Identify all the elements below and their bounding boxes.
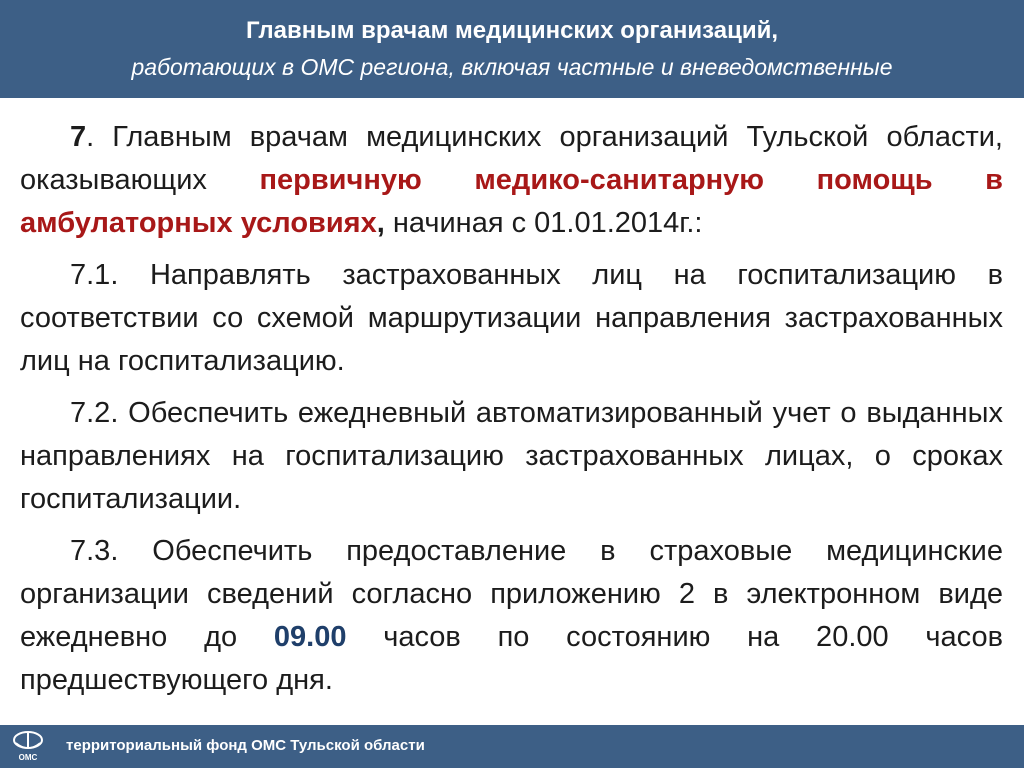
- paragraph-7-3-time: 09.00: [273, 621, 347, 653]
- paragraph-7-2: 7.2. Обеспечить ежедневный автоматизированный учет о выданных направлениях на госпитализацию застрахованных лицах, о сроках госпитализации.: [20, 397, 1003, 515]
- tfoms-logo-icon: [6, 729, 56, 763]
- footer-organization: территориальный фонд ОМС Тульской области: [66, 737, 425, 754]
- paragraph-7-text-end: начиная с 01.01.2014г.:: [384, 207, 703, 239]
- slide-header: [0, 0, 1024, 98]
- paragraph-7: [20, 116, 1003, 245]
- paragraph-7-3-text-start: 7.3. Обеспечить предоставление в страховые медицинские организации сведений согласно приложению 2 в электронном виде ежедневно до: [20, 535, 1003, 653]
- paragraph-7-highlight: первичную медико-санитарную помощь в амбулаторных условиях: [20, 164, 1003, 239]
- paragraph-7-1: 7.1. Направлять застрахованных лиц на госпитализацию в соответствии со схемой маршрутизации направления застрахованных лиц на госпитализацию.: [20, 259, 1003, 377]
- paragraph-7-number: 7: [70, 121, 87, 153]
- paragraph-7-3: [20, 530, 1003, 702]
- slide-title: Главным врачам медицинских организаций,: [245, 17, 779, 44]
- slide-subtitle: работающих в ОМС региона, включая частные и вневедомственные: [131, 54, 893, 80]
- paragraph-7-3-text-end: часов по состоянию на 20.00 часов предшествующего дня.: [20, 621, 1003, 696]
- paragraph-7-comma: ,: [376, 207, 385, 239]
- slide-body: [20, 116, 1003, 711]
- slide-footer: [0, 725, 1024, 768]
- tfoms-logo-text: ОМС: [18, 753, 38, 762]
- paragraph-7-text-start: . Главным врачам медицинских организаций Тульской области, оказывающих: [20, 121, 1003, 196]
